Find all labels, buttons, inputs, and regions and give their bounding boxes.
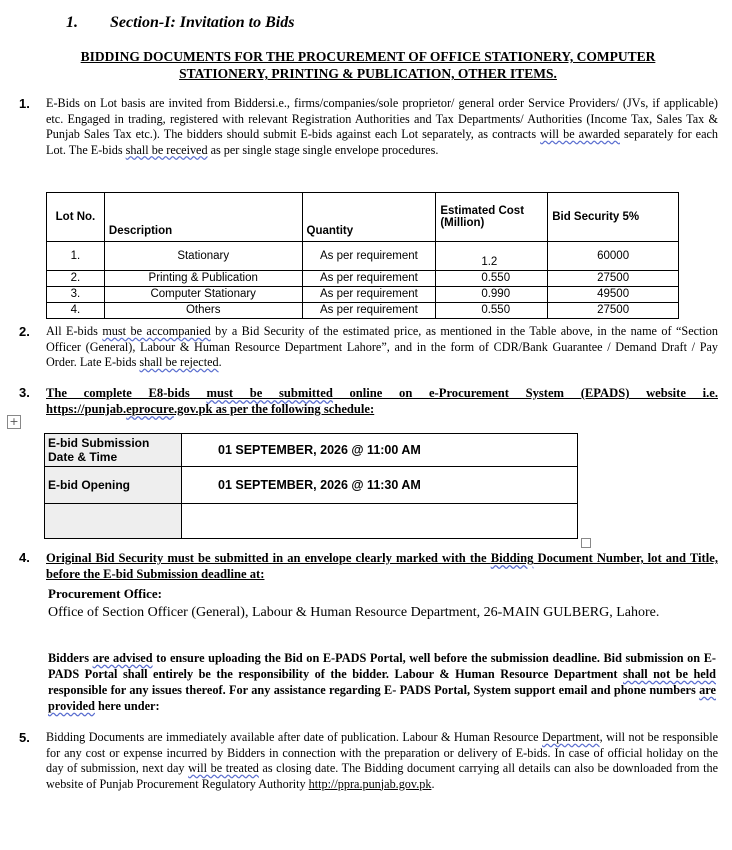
clause-4 xyxy=(19,550,718,582)
clause-1-text: will be awarded xyxy=(540,127,620,141)
clause-3-text: online on e-Procurement System (EPADS) website i.e. https://punjab. xyxy=(46,386,718,416)
clause-5-text: Bidding Documents are immediately available after date of publication. Labour & Human Resource xyxy=(46,730,543,744)
advice-text: Bidders xyxy=(48,651,93,665)
lot-no-header: Lot No. xyxy=(47,193,105,242)
empty-cell xyxy=(45,504,182,539)
table-row xyxy=(45,434,578,467)
lot-number: 4. xyxy=(47,303,105,319)
clause-3-text: must be submitted xyxy=(206,386,333,400)
lot-description: Stationary xyxy=(104,242,302,271)
clause-5-text: will be treated xyxy=(188,761,259,775)
table-row xyxy=(45,467,578,504)
lot-number: 3. xyxy=(47,287,105,303)
clause-4-number: 4. xyxy=(19,550,30,565)
table-row xyxy=(47,271,679,287)
lot-security: 27500 xyxy=(548,271,679,287)
clause-5 xyxy=(19,730,718,792)
lot-description: Printing & Publication xyxy=(104,271,302,287)
clause-3-number: 3. xyxy=(19,385,30,400)
clause-1 xyxy=(19,96,718,158)
lot-cost: 0.990 xyxy=(436,287,548,303)
clause-1-text: E-Bids on Lot basis are invited from Biddersi.e., firms/companies/sole proprietor/ general order Service Providers/ (JVs, if applicable) etc. Engaged in trading, registered with relevant Registration Authorities and Tax Departments/ Authorities (Income Tax, Sales Tax & Punjab Sales Tax etc.). The bidders should submit E-bids against each Lot separately, as contracts xyxy=(46,96,718,141)
clause-5-text: , will not be responsible for any cost or expense incurred by Bidders in connection with the preparation or delivery of E-bids. In case of official holiday on the day of submission, next day xyxy=(46,730,718,775)
document-title-line-1: BIDDING DOCUMENTS FOR THE PROCUREMENT OF OFFICE STATIONERY, COMPUTER xyxy=(80,49,656,64)
clause-5-text: . xyxy=(431,776,435,791)
lot-quantity: As per requirement xyxy=(302,287,436,303)
empty-cell xyxy=(182,504,578,539)
advice-text: are provided xyxy=(48,683,716,713)
lot-quantity: As per requirement xyxy=(302,271,436,287)
table-row xyxy=(47,287,679,303)
lot-cost: 0.550 xyxy=(436,303,548,319)
opening-label: E-bid Opening xyxy=(45,467,182,504)
lot-number: 1. xyxy=(47,242,105,271)
clause-4-text: Bidding xyxy=(490,551,534,565)
bid-security-header: Bid Security 5% xyxy=(548,193,679,242)
ppra-website-link[interactable]: http://ppra.punjab.gov.pk xyxy=(308,776,432,791)
document-title-line-2: STATIONERY, PRINTING & PUBLICATION, OTHER ITEMS. xyxy=(179,66,557,81)
lot-cost: 1.2 xyxy=(436,242,548,271)
table-resize-handle[interactable] xyxy=(581,538,591,548)
advice-text: are advised xyxy=(92,651,153,665)
clause-1-text: as per single stage single envelope procedures. xyxy=(207,142,439,157)
lot-table-header xyxy=(47,193,679,242)
clause-1-number: 1. xyxy=(19,96,30,111)
clause-5-text: as closing date. The Bidding document carrying all details can also be downloaded from the website of Punjab Procurement Regulatory Authority xyxy=(46,761,718,791)
advice-text: here under: xyxy=(94,699,160,713)
lot-cost: 0.550 xyxy=(436,271,548,287)
clause-4-text: Document Number, lot and Title, before the E-bid Submission deadline at: xyxy=(46,551,718,581)
clause-1-text: shall be received xyxy=(125,142,208,157)
clause-2-text: by a Bid Security of the estimated price, as mentioned in the Table above, in the name of “Section Officer (General), Labour & Human Resource Department Lahore”, and in the form of CDR/Bank Guarantee / Demand Draft / Pay Order. Late E-bids xyxy=(46,324,718,369)
bidder-advice xyxy=(48,650,716,714)
clause-5-number: 5. xyxy=(19,730,30,745)
lot-table xyxy=(46,192,679,319)
advice-text: shall not be held xyxy=(623,667,716,681)
description-header: Description xyxy=(104,193,302,242)
advice-text: responsible for any issues thereof. For any assistance regarding E- PADS Portal, System support email and phone numbers xyxy=(48,683,700,697)
clause-4-text: Original Bid Security must be submitted in an envelope clearly marked with the xyxy=(46,551,491,565)
document-title xyxy=(44,48,692,82)
lot-security: 49500 xyxy=(548,287,679,303)
advice-text: to ensure uploading the Bid on E-PADS Portal, well before the submission deadline. Bid submission on E-PADS Portal shall entirely be the responsibility of the bidder. Labour & Human Resource Department xyxy=(48,651,716,681)
clause-3-text: eprocure xyxy=(126,402,174,416)
clause-5-text: Department xyxy=(542,730,600,744)
clause-3-text: The complete E8-bids xyxy=(46,386,207,400)
submission-datetime: 01 SEPTEMBER, 2026 @ 11:00 AM xyxy=(182,434,578,467)
clause-2 xyxy=(19,324,718,371)
table-move-handle-icon[interactable]: + xyxy=(7,415,21,429)
procurement-office-label: Procurement Office: xyxy=(48,586,162,601)
clause-2-number: 2. xyxy=(19,324,30,339)
lot-number: 2. xyxy=(47,271,105,287)
section-heading xyxy=(66,14,294,32)
clause-3 xyxy=(19,385,718,417)
table-row xyxy=(47,242,679,271)
clause-1-text: separately for each Lot. The E-bids xyxy=(46,127,718,157)
clause-2-text: All E-bids xyxy=(46,324,103,338)
lot-security: 27500 xyxy=(548,303,679,319)
lot-quantity: As per requirement xyxy=(302,242,436,271)
lot-quantity: As per requirement xyxy=(302,303,436,319)
schedule-table xyxy=(44,433,578,539)
table-row xyxy=(45,504,578,539)
clause-2-text: shall be rejected xyxy=(139,355,219,369)
lot-security: 60000 xyxy=(548,242,679,271)
table-row xyxy=(47,303,679,319)
clause-2-text: . xyxy=(218,355,222,369)
section-title: Section-I: Invitation to Bids xyxy=(110,14,295,31)
procurement-office-address: Office of Section Officer (General), Labour & Human Resource Department, 26-MAIN GULBERG, Lahore. xyxy=(48,605,660,620)
clause-2-text: must be accompanied xyxy=(102,324,211,338)
section-number: 1. xyxy=(66,14,78,31)
submission-label: E-bid Submission Date & Time xyxy=(45,434,182,467)
quantity-header: Quantity xyxy=(302,193,436,242)
lot-description: Others xyxy=(104,303,302,319)
opening-datetime: 01 SEPTEMBER, 2026 @ 11:30 AM xyxy=(182,467,578,504)
lot-description: Computer Stationary xyxy=(104,287,302,303)
estimated-cost-header: Estimated Cost (Million) xyxy=(436,193,548,242)
clause-3-text: .gov.pk as per the following schedule: xyxy=(173,402,375,416)
